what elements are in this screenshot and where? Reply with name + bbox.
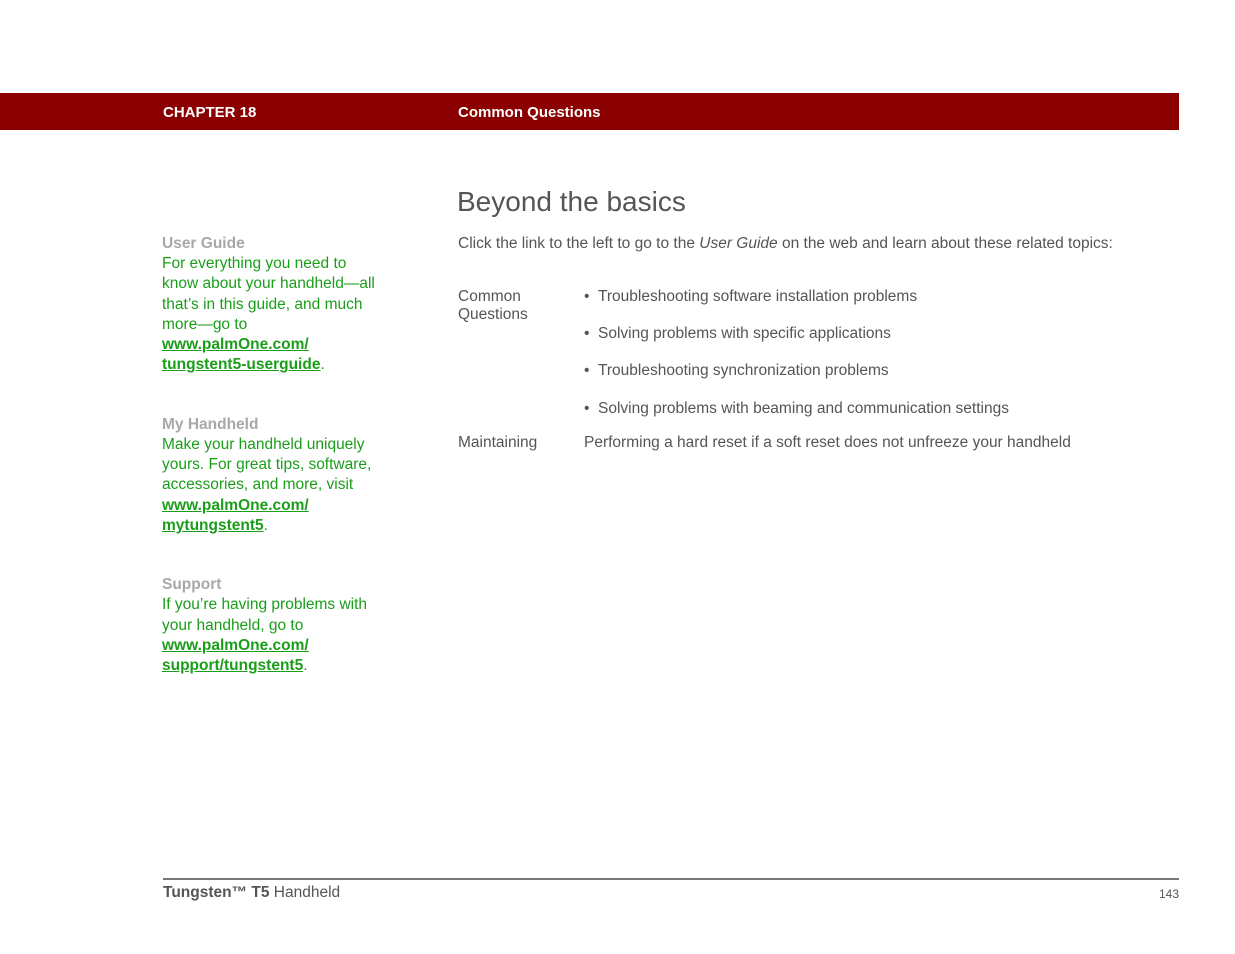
- sidebar-description: Make your handheld uniquely yours. For great tips, software, accessories, and more, visit: [162, 435, 372, 494]
- sidebar-period: .: [263, 516, 268, 534]
- chapter-header-bar: [0, 93, 1179, 130]
- topic-item: [584, 324, 891, 344]
- chapter-title: Common Questions: [458, 104, 601, 121]
- topic-item: [584, 399, 1009, 419]
- topic-label-maintaining: Maintaining: [458, 434, 538, 451]
- page-title: Beyond the basics: [457, 186, 686, 217]
- sidebar-block-my-handheld: [162, 415, 382, 536]
- user-guide-link[interactable]: www.palmOne.com/ tungstent5-userguide: [162, 336, 321, 374]
- topic-label-common-questions: Common Questions: [458, 288, 528, 323]
- bullet-icon: •: [584, 400, 590, 417]
- bullet-icon: •: [584, 362, 590, 379]
- sidebar-text: [162, 595, 382, 676]
- footer-divider: [163, 878, 1179, 880]
- sidebar-period: .: [303, 657, 308, 675]
- sidebar-block-user-guide: [162, 234, 382, 376]
- intro-before: Click the link to the left to go to the: [458, 235, 700, 252]
- sidebar-text: [162, 254, 382, 376]
- sidebar-heading: My Handheld: [162, 415, 259, 433]
- intro-text: [458, 234, 1113, 254]
- sidebar-block-support: [162, 575, 382, 676]
- topic-item: [584, 361, 889, 381]
- support-link[interactable]: www.palmOne.com/ support/tungstent5: [162, 636, 309, 675]
- topic-item-text: Troubleshooting synchronization problems: [598, 362, 889, 379]
- product-type: Handheld: [269, 884, 341, 901]
- product-model: Tungsten™ T5: [163, 884, 270, 901]
- footer-product-name: [163, 884, 340, 902]
- topic-item-text: Solving problems with beaming and communication settings: [598, 400, 1009, 417]
- sidebar-period: .: [320, 356, 325, 374]
- sidebar-heading: User Guide: [162, 235, 245, 252]
- sidebar-heading: Support: [162, 576, 222, 594]
- topic-item: [584, 287, 917, 307]
- my-handheld-link[interactable]: www.palmOne.com/ mytungstent5: [162, 496, 309, 534]
- topic-item-text: Solving problems with specific applications: [598, 325, 891, 342]
- sidebar: [162, 234, 382, 715]
- intro-emphasis: User Guide: [699, 235, 778, 252]
- sidebar-description: If you’re having problems with your handheld, go to: [162, 596, 368, 634]
- bullet-icon: •: [584, 288, 590, 305]
- page-number: 143: [1158, 887, 1179, 901]
- topic-item: Performing a hard reset if a soft reset does not unfreeze your handheld: [584, 434, 1071, 451]
- intro-after: on the web and learn about these related topics:: [777, 235, 1113, 252]
- chapter-label: CHAPTER 18: [163, 104, 257, 121]
- topic-item-text: Troubleshooting software installation problems: [598, 288, 918, 305]
- sidebar-text: [162, 435, 382, 536]
- bullet-icon: •: [584, 325, 590, 342]
- sidebar-description: For everything you need to know about your handheld—all that’s in this guide, and much more—go to: [162, 255, 375, 333]
